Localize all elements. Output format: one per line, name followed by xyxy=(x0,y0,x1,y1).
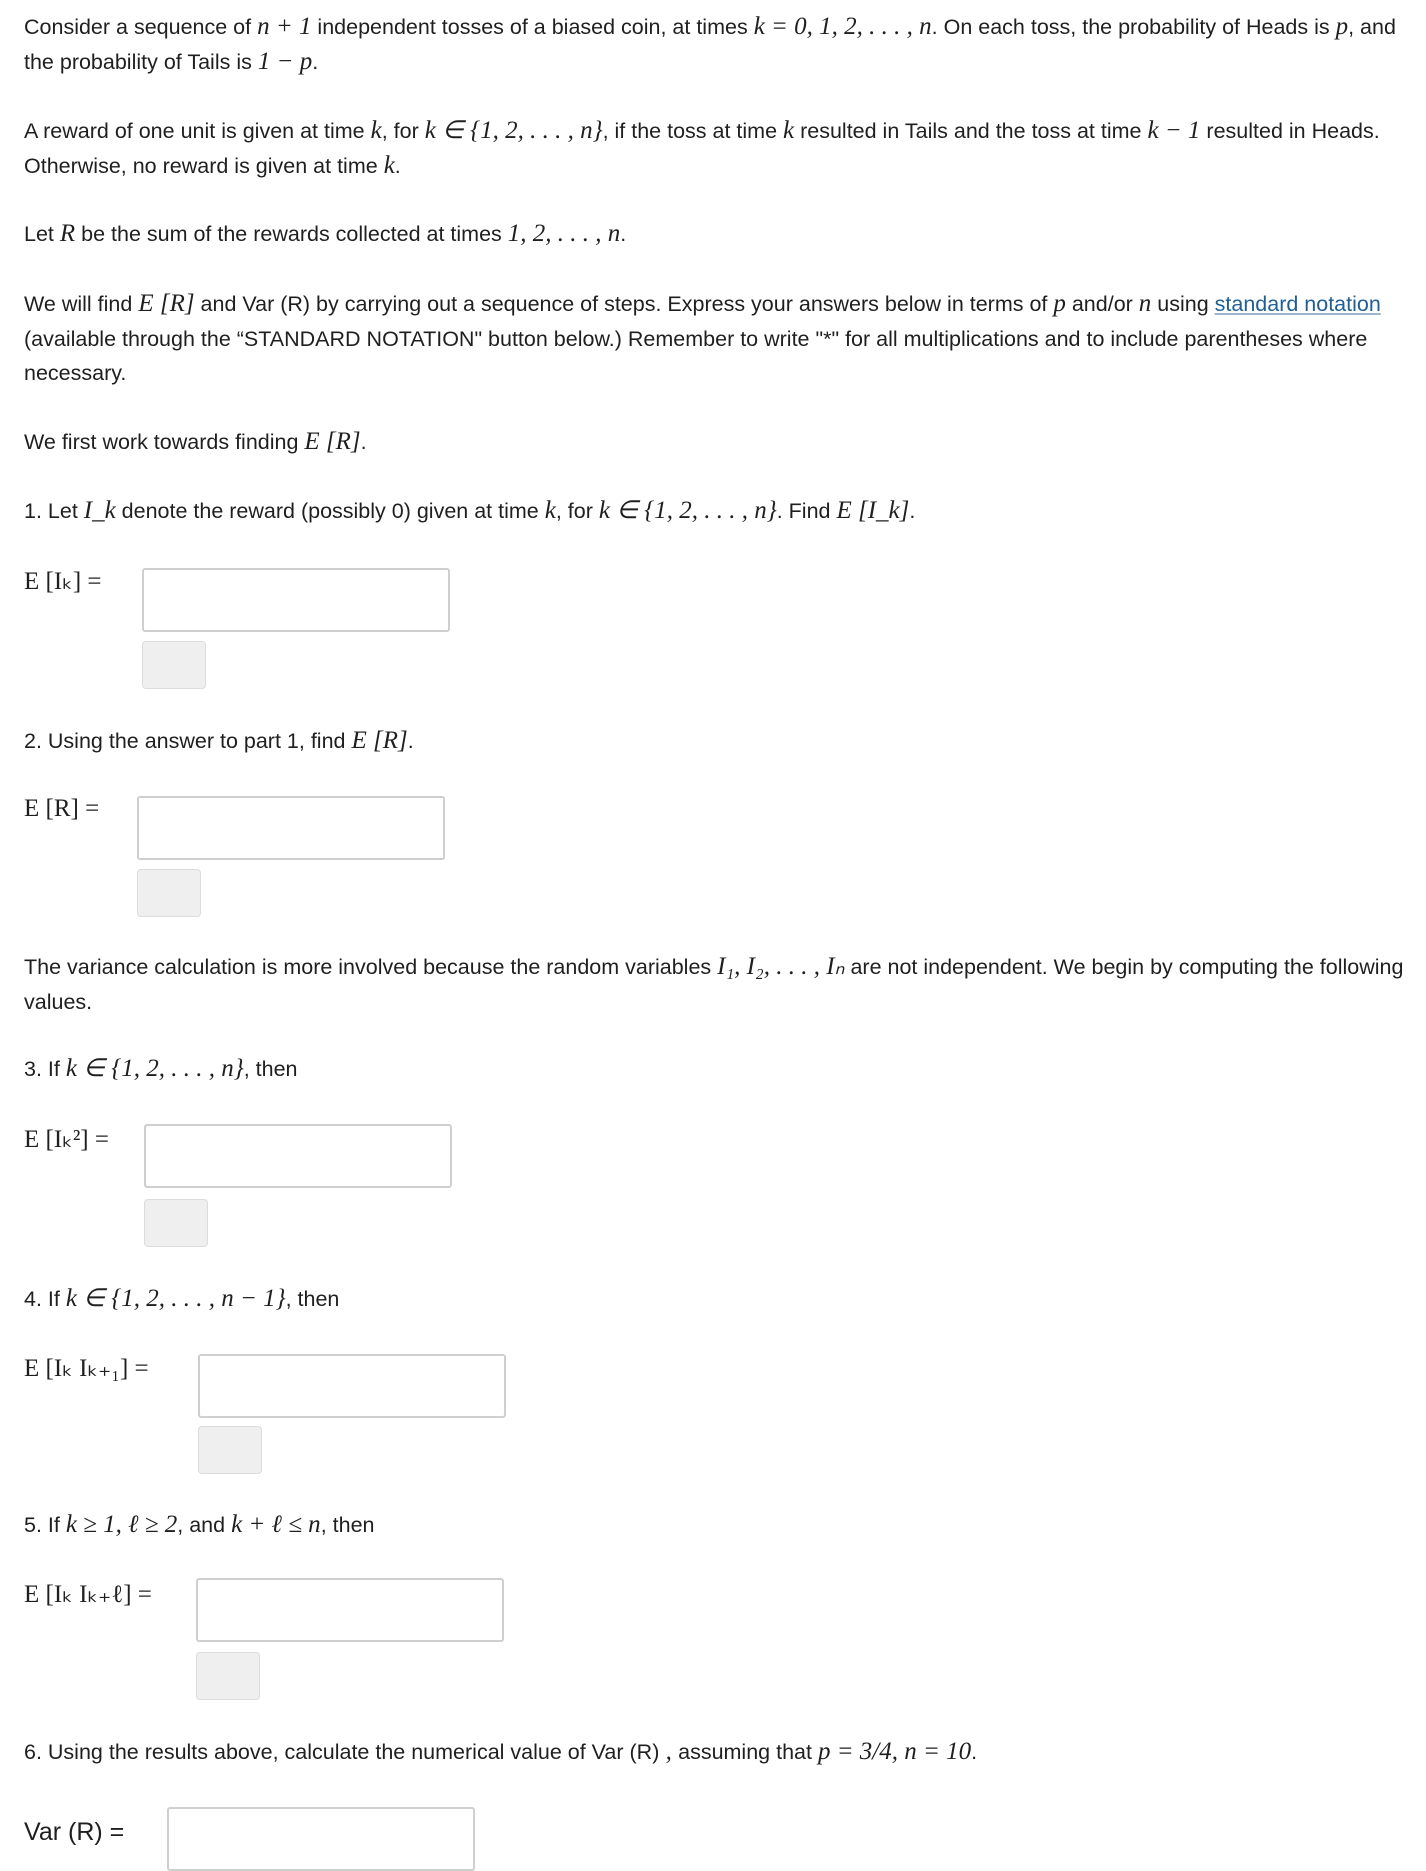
math-expression: k xyxy=(783,117,795,144)
math-expression: E [I_k] xyxy=(836,497,910,524)
text-segment: The variance calculation is more involved because the random variables xyxy=(24,955,718,979)
answer-6-input[interactable] xyxy=(167,1807,475,1871)
text-segment: . On each toss, the probability of Heads is xyxy=(931,15,1336,39)
text-segment: We will find xyxy=(24,292,139,316)
math-expression: E [R] xyxy=(138,290,195,317)
question-3 xyxy=(24,1052,1406,1087)
instructions-paragraph xyxy=(24,287,1406,391)
text-segment: We first work towards finding xyxy=(24,430,305,454)
answer-5-label: E [Iₖ Iₖ₊ℓ] = xyxy=(24,1581,152,1608)
text-segment: and/or xyxy=(1065,292,1139,316)
text-segment: independent tosses of a biased coin, at times xyxy=(311,15,754,39)
answer-1-notation-button[interactable] xyxy=(142,641,206,689)
math-expression: p xyxy=(1335,13,1349,40)
text-segment: , then xyxy=(243,1057,298,1081)
math-expression: 1 − p xyxy=(257,47,313,75)
text-segment: 6. Using the results above, calculate the numerical value of xyxy=(24,1740,592,1764)
variance-paragraph xyxy=(24,950,1406,1019)
text-segment: and xyxy=(194,292,243,316)
text-segment: . Find xyxy=(776,499,837,523)
text-segment: Var (R) xyxy=(591,1740,660,1764)
answer-2-label: E [R] = xyxy=(24,795,100,822)
text-segment: Consider a sequence of xyxy=(24,15,258,39)
math-expression: k + ℓ ≤ n xyxy=(231,1511,321,1538)
text-segment: resulted in Heads. Otherwise, no reward is given at time xyxy=(24,119,1380,178)
answer-4-notation-button[interactable] xyxy=(198,1426,262,1474)
math-expression: p xyxy=(1053,290,1066,317)
math-expression: k = 0, 1, 2, . . . , n xyxy=(753,13,932,40)
math-expression: k ≥ 1, ℓ ≥ 2 xyxy=(65,1511,178,1538)
text-segment: , then xyxy=(285,1287,340,1311)
question-6 xyxy=(24,1735,1406,1770)
math-expression: k ∈ {1, 2, . . . , n − 1} xyxy=(65,1285,286,1312)
text-segment: assuming that xyxy=(678,1740,818,1764)
question-4 xyxy=(24,1282,1406,1317)
text-segment: are not independent. We begin by computing the following values. xyxy=(24,955,1404,1014)
math-expression: n + 1 xyxy=(257,13,312,40)
answer-5-notation-button[interactable] xyxy=(196,1652,260,1700)
answer-3-input[interactable] xyxy=(144,1124,452,1188)
math-expression: I₁, I₂, . . . , Iₙ xyxy=(717,953,845,980)
text-segment: using xyxy=(1151,292,1215,316)
text-segment: , and xyxy=(177,1513,232,1537)
text-segment: Let xyxy=(24,222,60,246)
math-expression: k ∈ {1, 2, . . . , n} xyxy=(424,117,603,144)
math-expression: E [R] xyxy=(304,428,361,455)
answer-1-label: E [Iₖ] = xyxy=(24,568,102,595)
math-expression: I_k xyxy=(83,497,116,524)
math-expression: k xyxy=(383,151,395,179)
math-expression: n xyxy=(1138,290,1152,317)
answer-3-label: E [Iₖ²] = xyxy=(24,1126,109,1153)
text-segment: 3. If xyxy=(24,1057,66,1081)
text-segment: 5. If xyxy=(24,1513,66,1537)
math-expression: R xyxy=(59,220,76,247)
math-expression: k ∈ {1, 2, . . . , n} xyxy=(65,1055,244,1082)
text-segment: . xyxy=(407,729,414,753)
text-segment: denote the reward (possibly 0) given at time xyxy=(115,499,545,523)
text-segment: . xyxy=(620,222,627,246)
text-segment: Var (R) xyxy=(242,292,311,316)
reward-paragraph xyxy=(24,114,1406,183)
text-segment: . xyxy=(909,499,916,523)
math-expression: k xyxy=(544,497,556,524)
text-segment: be the sum of the rewards collected at times xyxy=(75,222,508,246)
text-segment: . xyxy=(360,430,367,454)
answer-4-input[interactable] xyxy=(198,1354,506,1418)
math-expression: k − 1 xyxy=(1147,117,1201,144)
text-segment: , for xyxy=(555,499,599,523)
define-r-paragraph xyxy=(24,217,1406,252)
text-segment: 2. Using the answer to part 1, find xyxy=(24,729,352,753)
text-segment: by carrying out a sequence of steps. Express your answers below in terms of xyxy=(310,292,1054,316)
text-segment: (available through the “STANDARD NOTATION" button below.) Remember to write "*" for all multiplications and to include parentheses where necessary. xyxy=(24,326,1368,385)
text-segment: , for xyxy=(381,119,425,143)
text-segment: , and the probability of Tails is xyxy=(24,15,1396,74)
question-2 xyxy=(24,724,1406,759)
answer-2-input[interactable] xyxy=(137,796,445,860)
answer-3-notation-button[interactable] xyxy=(144,1199,208,1247)
question-5 xyxy=(24,1508,1406,1543)
question-1 xyxy=(24,494,1406,529)
text-segment: . xyxy=(312,49,319,74)
answer-6-label: Var (R) = xyxy=(24,1818,125,1846)
text-segment: resulted in Tails and the toss at time xyxy=(794,119,1148,143)
answer-5-input[interactable] xyxy=(196,1578,504,1642)
intro-paragraph xyxy=(24,10,1406,79)
answer-2-notation-button[interactable] xyxy=(137,869,201,917)
text-segment: . xyxy=(971,1740,978,1764)
math-expression: k xyxy=(370,117,382,144)
text-segment: 4. If xyxy=(24,1287,66,1311)
answer-4-label: E [Iₖ Iₖ₊₁] = xyxy=(24,1355,149,1382)
math-expression: 1, 2, . . . , n xyxy=(507,220,621,247)
text-segment: . xyxy=(394,153,401,178)
math-expression: E [R] xyxy=(351,727,408,754)
math-expression: p = 3/4, n = 10 xyxy=(817,1738,972,1765)
answer-1-input[interactable] xyxy=(142,568,450,632)
math-expression: , xyxy=(659,1738,679,1765)
text-segment: , then xyxy=(320,1513,375,1537)
text-segment: , if the toss at time xyxy=(602,119,784,143)
standard-notation-link[interactable]: standard notation xyxy=(1214,292,1381,316)
text-segment: A reward of one unit is given at time xyxy=(24,119,371,143)
math-expression: k ∈ {1, 2, . . . , n} xyxy=(598,497,777,524)
first-paragraph xyxy=(24,425,1406,460)
text-segment: 1. Let xyxy=(24,499,84,523)
